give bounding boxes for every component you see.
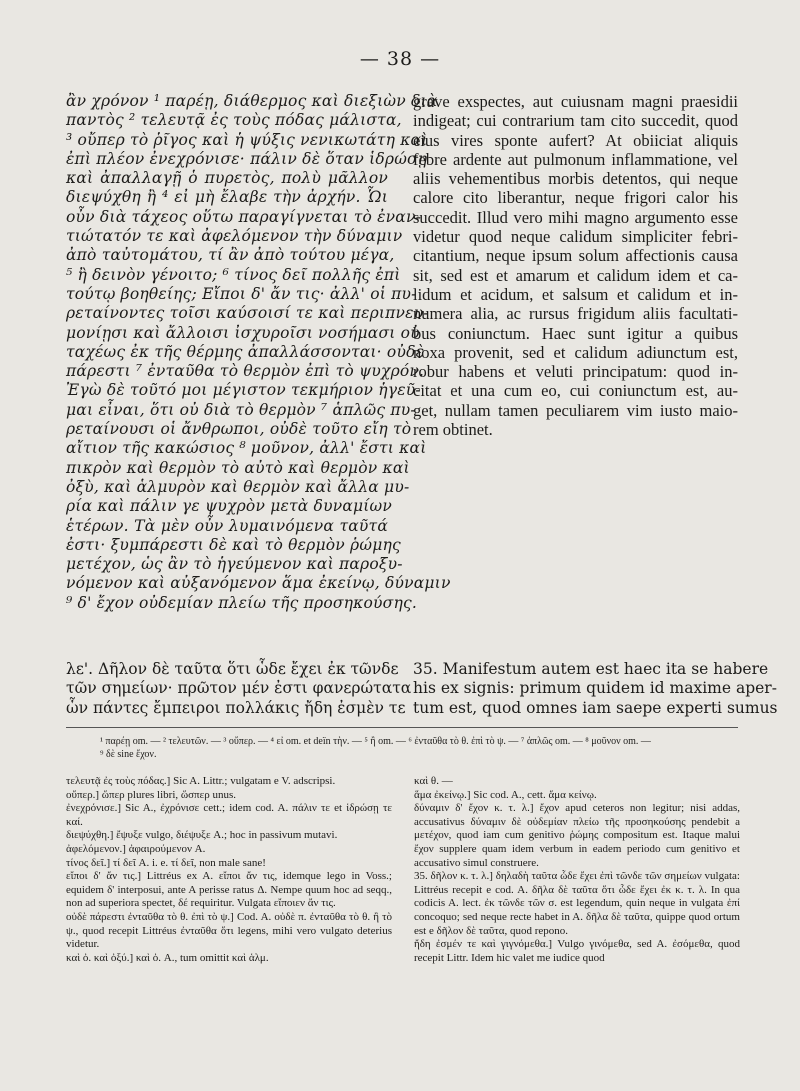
greek-line: ρεταίνουσι οἱ ἄνθρωποι, οὐδὲ τοῦτο εἴη τὸ [66,420,412,439]
greek-line: ³ οὔπερ τὸ ῥῖγος καὶ ἡ ψύξις νενικωτάτη καὶ [66,130,428,149]
latin-line: lidum et acidum, et salsum et calidum et in- [413,284,738,304]
latin-line: febre ardente aut pulmonum inflammatione, vel [413,149,738,169]
commentary-note: ἤδη ἐσμέν τε καὶ γιγνόμεθα.] Vulgo γινόμεθα, sed A. ἐσόμεθα, quod recepit Littr. Idem hic valet me iudice quod [414,938,740,964]
latin-line: tum est, quod omnes iam saepe experti sumus [413,698,778,717]
latin-line: his ex signis: primum quidem id maxime aper- [413,679,777,698]
greek-line: ἀπὸ ταὐτομάτου, τί ἂν ἀπὸ τούτου μέγα, [66,246,395,265]
apparatus-line: ¹ παρέῃ om. — ² τελευτῶν. — ³ οὔπερ. — ⁴ εἰ om. et deïn τὴν. — ⁵ ἢ om. — ⁶ ἐνταῦθα τὸ θ. ἐπὶ τὸ ψ. — ⁷ ἁπλῶς om. — ⁸ μοῦνον om. — [100,736,651,747]
greek-line: τούτῳ βοηθείης; Εἴποι δ' ἄν τις· ἀλλ' οἱ πυ- [66,284,417,303]
latin-line: indigeat; cui contrarium tam cito succedit, quod [413,111,738,131]
critical-apparatus [100,735,740,761]
commentary-note: δύναμιν δ' ἔχον κ. τ. λ.] ἔχον apud ceteros non legitur; nisi addas, accusativus δύναμιν δὲ οὐδεμίαν πλείω τῆς προσηκούσης pendebit a μετέχον, quod iam cum genitivo ῥώμης compositum est. Itaque malui ἔχον supplere quam idem verbum in eadem periodo cum genitivo et accusativo simul construere. [414,802,740,869]
latin-line: 35. Manifestum autem est haec ita se habere [413,660,769,678]
greek-line: ὧν πάντες ἔμπειροι πολλάκις ἤδη ἐσμὲν τε [66,698,406,717]
latin-line: citat et una cum eo, cui coniunctum est, au- [413,381,738,401]
greek-line: ὀξὺ, καὶ ἁλμυρὸν καὶ θερμὸν καὶ ἄλλα μυ- [66,477,410,496]
greek-line: ⁵ ἢ δεινὸν γένοιτο; ⁶ τίνος δεῖ πολλῆς ἐπὶ [66,265,401,284]
greek-line: τῶν σημείων· πρῶτον μέν ἐστι φανερώτατα [66,679,412,698]
greek-line: αἴτιον τῆς κακώσιος ⁸ μοῦνον, ἀλλ' ἔστι καὶ [66,439,427,458]
commentary-note: ἐνεχρόνισε.] Sic A., ἐχρόνισε cett.; idem cod. A. πάλιν τε et ἱδρώσῃ τε καί. [66,802,392,828]
latin-section-35 [413,660,778,718]
greek-line: λε'. Δῆλον δὲ ταῦτα ὅτι ὧδε ἔχει ἐκ τῶνδε [66,660,399,678]
commentary-note: 35. δῆλον κ. τ. λ.] δηλαδὴ ταῦτα ὧδε ἔχει ἐπὶ τῶνδε τῶν σημείων vulgata: Littréus recepit e cod. A. δῆλα δὲ ταῦτα ὅτι ὧδε ἔχει ἐκ κ. τ. λ. In qua codicis A. lect. ἐκ τῶνδε τῶν σ. est legendum, quin neque in vulgata ἐπί concoquo; sed neque recte habet in A. δῆλα δὲ ταῦτα, quippe quod ortum est e δῆλον δὲ ταῦτα, quod repono. [414,870,740,937]
apparatus-line: ⁹ δὲ sine ἔχον. [100,749,157,760]
latin-line: robur habens et veluti principatum: quod in- [413,362,738,382]
greek-line: Ἐγὼ δὲ τοῦτό μοι μέγιστον τεκμήριον ἡγεῦ- [66,381,421,400]
latin-line: aliis vehementibus morbis detentos, qui neque [413,169,738,189]
latin-line: get, nullam tamen peculiarem vim iusto maio- [413,400,738,420]
commentary-note: ἅμα ἐκείνῳ.] Sic cod. A., cett. ἅμα κείνῳ. [414,788,597,801]
commentary-note: τελευτᾷ ἐς τοὺς πόδας.] Sic A. Littr.; vulgatam e V. adscripsi. [66,775,336,787]
commentary-note: καὶ ὀ. καὶ ὀξύ.] καὶ ὀ. A., tum omittit καὶ ἁλμ. [66,951,269,964]
latin-line: videtur quod neque calidum simpliciter febri- [413,227,738,247]
greek-line: διεψύχθη ἢ ⁴ εἰ μὴ ἔλαβε τὴν ἀρχήν. Ὧι [66,188,388,207]
greek-line: μετέχον, ὡς ἂν τὸ ἡγεύμενον καὶ παροξυ- [66,555,403,574]
commentary-note: οὐδὲ πάρεστι ἐνταῦθα τὸ θ. ἐπὶ τὸ ψ.] Cod. A. οὐδὲ π. ἐνταῦθα τὸ θ. ἢ τὸ ψ., quod recepit Littréus ἐνταῦθα ὅτι legens, mihi vero vulgato deterius videtur. [66,910,392,951]
greek-line: ἂν χρόνον ¹ παρέῃ, διάθερμος καὶ διεξιὼν διὰ [66,92,438,110]
greek-line: παντὸς ² τελευτᾷ ἐς τοὺς πόδας μάλιστα, [66,111,402,130]
greek-text-column [66,92,451,613]
latin-line: rem obtinet. [413,420,493,440]
latin-line: sit, sed est et amarum et calidum idem et ca- [413,265,738,285]
commentary-notes-right [414,775,740,965]
latin-line: calore cito liberantur, neque frigori calor his [413,188,738,208]
greek-line: ἐστι· ξυμπάρεστι δὲ καὶ τὸ θερμὸν ῥώμης [66,535,401,554]
latin-line: succedit. Illud vero mihi magno argumento esse [413,207,738,227]
latin-line: bus coniunctum. Haec sunt igitur a quibus [413,323,738,343]
greek-line: πικρὸν καὶ θερμὸν τὸ αὐτὸ καὶ θερμὸν καὶ [66,458,410,477]
greek-line: πάρεστι ⁷ ἐνταῦθα τὸ θερμὸν ἐπὶ τὸ ψυχρόν. [66,362,425,381]
greek-line: μαι εἶναι, ὅτι οὐ διὰ τὸ θερμὸν ⁷ ἁπλῶς πυ- [66,400,416,419]
latin-text-column [413,92,738,439]
greek-line: οὖν διὰ τάχεος οὕτω παραγίγνεται τὸ ἐναν- [66,207,422,226]
latin-line: noxa provenit, sed et calidum adiunctum est, [413,342,738,362]
greek-section-35 [66,660,412,718]
greek-line: ἑτέρων. Τὰ μὲν οὖν λυμαινόμενα ταῦτά [66,516,388,535]
commentary-note: οὔπερ.] ὥπερ plures libri, ὥσπερ unus. [66,788,237,801]
latin-line: grave exspectes, aut cuiusnam magni praesidii [413,92,738,111]
greek-line: καὶ ἀπαλλαγῇ ὁ πυρετὸς, πολὺ μᾶλλον [66,169,388,188]
latin-line: numera alia, ac rursus frigidum aliis facultati- [413,304,738,324]
greek-line: ἐπὶ πλέον ἐνεχρόνισε· πάλιν δὲ ὅταν ἱδρώσῃ [66,149,428,168]
page-number: — 38 — [359,48,441,70]
greek-line: ρία καὶ πάλιν γε ψυχρὸν μετὰ δυναμίων [66,497,393,516]
commentary-note: ἀφελόμενον.] ἀφαιρούμενον A. [66,842,206,855]
greek-line: νόμενον καὶ αὐξανόμενον ἅμα ἐκείνῳ, δύναμιν [66,574,451,593]
commentary-notes-left [66,775,392,965]
latin-line: eius vires sponte aufert? At obiiciat aliquis [413,130,738,150]
greek-line: ⁹ δ' ἔχον οὐδεμίαν πλείω τῆς προσηκούσης. [66,593,417,612]
commentary-note: καὶ θ. — [414,775,453,787]
commentary-note: εἴποι δ' ἄν τις.] Littréus ex A. εἴποι ἄν τις, idemque lego in Voss.; equidem δ' interposui, ante A perisse ratus Δ. Nempe quum hoc ad seqq., non ad superiora spectet, δέ requiritur. Vulgata εἴποιεν ἄν τις. [66,870,392,910]
greek-line: ρεταίνοντες τοῖσι καύσοισί τε καὶ περιπνευ- [66,304,429,323]
latin-line: citantium, neque ipsum solum affectionis causa [413,246,738,266]
greek-line: ταχέως ἐκ τῆς θέρμης ἀπαλλάσσονται· οὐδὲ [66,342,425,361]
greek-line: μονίῃσι καὶ ἄλλοισι ἰσχυροῖσι νοσήμασι οὐ [66,323,420,342]
footnote-divider [66,727,738,728]
commentary-note: τίνος δεῖ.] τί δεῖ A. i. e. τί δεῖ, non male sane! [66,856,266,869]
greek-line: τιώτατόν τε καὶ ἀφελόμενον τὴν δύναμιν [66,227,403,246]
commentary-note: διεψύχθη.] ἔψυξε vulgo, διέψυξε A.; hoc in passivum mutavi. [66,829,338,842]
